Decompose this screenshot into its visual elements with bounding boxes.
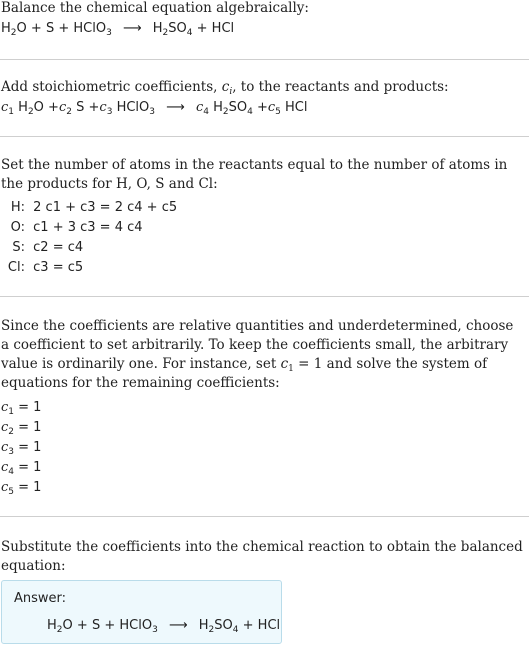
solution-row: $c_2 = 1$ bbox=[1, 420, 42, 437]
unbalanced-equation: $H_2O + S$ + HClO$_3$ ⟶ $H_2SO_4$ + HCl bbox=[1, 21, 235, 38]
divider bbox=[0, 516, 529, 517]
coefficients-heading: Add stoichiometric coefficients, $c_i$, to the reactants and products: bbox=[1, 79, 449, 97]
solution-row: $c_5 = 1$ bbox=[1, 480, 42, 497]
atom-equation-row: Cl: c3 = c5 bbox=[7, 260, 84, 275]
substitute-heading: Substitute the coefficients into the chemical reaction to obtain the balanced equation: bbox=[1, 539, 523, 574]
atom-equation-row: H: 2 c1 + c3 = 2 c4 + c5 bbox=[10, 200, 178, 215]
divider bbox=[0, 296, 529, 297]
divider bbox=[0, 59, 529, 60]
solve-explanation: Since the coefficients are relative quantities and underdetermined, choose a coefficient to set arbitrarily. To keep the coefficients small, the arbitrary value is ordinarily one. For instance, set $c_1 = 1$ and solve the system of equations for the remaining coefficients: bbox=[1, 318, 514, 391]
atom-equation-row: O: c1 + 3 c3 = 4 c4 bbox=[10, 220, 143, 235]
answer-label: Answer: bbox=[14, 591, 67, 606]
atoms-heading: Set the number of atoms in the reactants equal to the number of atoms in the products for H, O, S and Cl: bbox=[1, 157, 508, 192]
coefficient-equation: $c_1$ $H_2O +c_2$ $S +c_3$ HClO$_3$ ⟶ $c_4$ $H_2SO_4 +c_5$ HCl bbox=[1, 100, 308, 117]
intro-heading: Balance the chemical equation algebraically: bbox=[1, 0, 309, 16]
answer-box bbox=[1, 580, 282, 644]
divider bbox=[0, 136, 529, 137]
atom-equation-row: S: c2 = c4 bbox=[12, 240, 84, 255]
solution-row: $c_4 = 1$ bbox=[1, 460, 42, 477]
solution-row: $c_1 = 1$ bbox=[1, 400, 42, 417]
balanced-equation: $H_2O + S$ + HClO$_3$ ⟶ $H_2SO_4$ + HCl bbox=[47, 618, 281, 635]
solution-row: $c_3 = 1$ bbox=[1, 440, 42, 457]
